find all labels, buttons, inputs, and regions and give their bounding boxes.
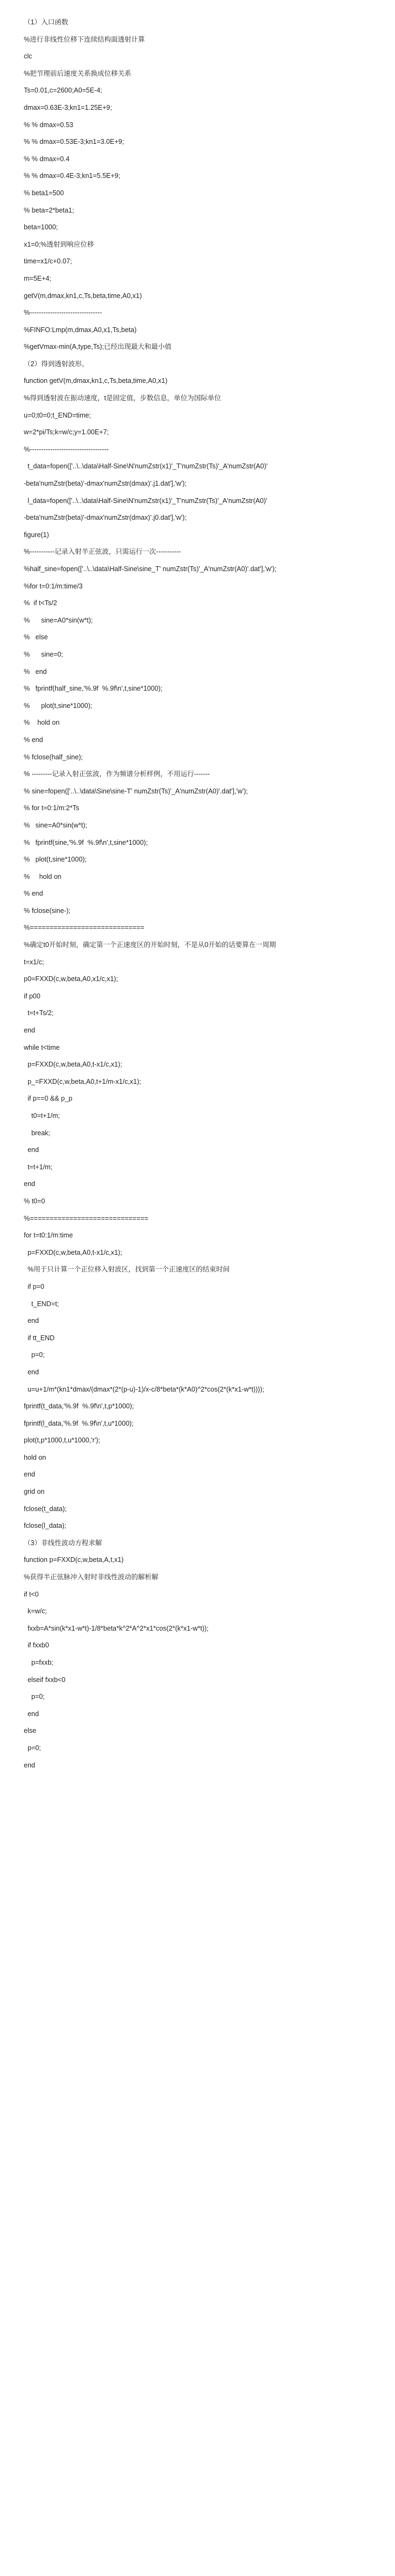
code-line: %getVmax-min(A,type,Ts);已经出现最大和最小值 — [24, 343, 172, 351]
code-line: % end — [24, 667, 47, 676]
code-line: % % dmax=0.4E-3;kn1=5.5E+9; — [24, 172, 121, 180]
code-line: Ts=0.01,c=2600;A0=5E-4; — [24, 87, 102, 95]
code-line: % % dmax=0.53E-3;kn1=3.0E+9; — [24, 138, 124, 146]
code-line: %============================== — [24, 1214, 149, 1222]
code-line: %for t=0:1/m:time/3 — [24, 582, 83, 590]
code-line: % plot(t,sine*1000); — [24, 701, 93, 710]
code-line: t0=t+1/m; — [24, 1112, 60, 1120]
code-line: end — [24, 1471, 35, 1479]
code-line: % fclose(sine-); — [24, 906, 71, 915]
code-line: （2）得到透射波形。 — [24, 360, 89, 368]
code-line: if p==0 && p_p — [24, 1095, 73, 1103]
code-line: m=5E+4; — [24, 274, 51, 282]
code-line: % sine=A0*sin(w*t); — [24, 821, 88, 829]
code-line: % for t=0:1/m:2*Ts — [24, 804, 80, 812]
code-line: if tt_END — [24, 1334, 55, 1342]
code-line: getV(m,dmax,kn1,c,Ts,beta,time,A0,x1) — [24, 292, 142, 300]
code-line: % % dmax=0.53 — [24, 121, 74, 129]
code-line: fprintf(l_data,'%.9f %.9f\n',t,u*1000); — [24, 1419, 134, 1427]
code-line: %用于只计算一个正位移入射波区，找到第一个正速度区的结束时间 — [24, 1266, 230, 1274]
code-line: %确定t0开始时刻，确定第一个正速度区的开始时刻，不是从0开始的话要算在一周期 — [24, 941, 276, 949]
code-line: % end — [24, 736, 43, 744]
code-line: k=w/c; — [24, 1607, 47, 1615]
code-line: p=0; — [24, 1744, 41, 1752]
code-line: figure(1) — [24, 531, 49, 539]
code-line: x1=0;%透射到响应位移 — [24, 240, 94, 248]
code-line: t_data=fopen(['..\..\data\Half-Sine\N'numZstr(x1)'_T'numZstr(Ts)'_A'numZstr(A0)' — [24, 462, 268, 471]
code-line: fclose(t_data); — [24, 1505, 67, 1513]
code-line: hold on — [24, 1453, 47, 1461]
code-line: l_data=fopen(['..\..\data\Half-Sine\N'numZstr(x1)'_T'numZstr(Ts)'_A'numZstr(A0)' — [24, 496, 267, 505]
code-line: p=FXXD(c,w,beta,A0,t-x1/c,x1); — [24, 1248, 122, 1256]
code-line: %获得半正弦脉冲入射时非线性波动的解析解 — [24, 1573, 159, 1581]
code-line: % if t<Ts/2 — [24, 599, 57, 607]
code-line: p0=FXXD(c,w,beta,A0,x1/c,x1); — [24, 975, 119, 983]
code-line: if p=0 — [24, 1282, 44, 1290]
code-line: %============================= — [24, 924, 144, 932]
code-line: if p00 — [24, 992, 41, 1000]
code-line: t=x1/c; — [24, 958, 44, 966]
code-line: u=u+1/m*(kn1*dmax/(dmax*(2*(p-u)-1)/x-c/8*beta*(k*A0)^2*cos(2*(k*x1-w*t)))); — [24, 1385, 265, 1393]
code-line: end — [24, 1368, 39, 1376]
code-line: clc — [24, 52, 32, 61]
code-line: %得到透射波在振动速度，t是固定值，步数信息，单位为国际单位 — [24, 394, 221, 402]
code-line: fprintf(t_data,'%.9f %.9f\n',t,p*1000); — [24, 1402, 134, 1410]
code-line: elseif fxxb<0 — [24, 1676, 65, 1684]
code-line: break; — [24, 1129, 50, 1137]
code-line: %FINFO:Lmp(m,dmax,A0,x1,Ts,beta) — [24, 326, 137, 334]
code-line: （3）非线性波动方程求解 — [24, 1539, 102, 1547]
code-line: fxxb=A*sin(k*x1-w*t)-1/8*beta*k^2*A^2*x1*cos(2*(k*x1-w*t)); — [24, 1624, 209, 1632]
code-line: beta=1000; — [24, 223, 58, 231]
code-line: % ---------记录入射正弦波，作为频谱分析样例，不用运行------- — [24, 770, 210, 778]
code-line: p=FXXD(c,w,beta,A0,t-x1/c,x1); — [24, 1061, 122, 1069]
code-line: % sine=0; — [24, 650, 63, 658]
code-line: if t<0 — [24, 1590, 39, 1598]
code-line: %把节理前后速度关系换成位移关系 — [24, 69, 131, 77]
code-line: time=x1/c+0.07; — [24, 257, 72, 266]
code-line: -beta'numZstr(beta)'-dmax'numZstr(dmax)'.j1.dat'],'w'); — [24, 480, 187, 488]
code-line: if fxxb0 — [24, 1641, 49, 1650]
code-line: p=0; — [24, 1693, 45, 1701]
code-line: %进行非线性位移下连续结构面透射计算 — [24, 35, 145, 43]
code-line: while t<time — [24, 1043, 60, 1051]
code-line: else — [24, 1727, 36, 1735]
code-line: end — [24, 1761, 35, 1769]
code-line: % fprintf(sine,'%.9f %.9f\n',t,sine*1000); — [24, 838, 148, 846]
code-line: function p=FXXD(c,w,beta,A,t,x1) — [24, 1556, 124, 1564]
code-line: % plot(t,sine*1000); — [24, 856, 87, 864]
code-line: -beta'numZstr(beta)'-dmax'numZstr(dmax)'.j0.dat'],'w'); — [24, 514, 187, 522]
code-line: % beta=2*beta1; — [24, 206, 74, 214]
code-line: % t0=0 — [24, 1197, 45, 1205]
code-line: end — [24, 1027, 35, 1035]
code-line: function getV(m,dmax,kn1,c,Ts,beta,time,A0,x1) — [24, 377, 168, 385]
code-line: end — [24, 1180, 35, 1188]
code-line: for t=t0:1/m:time — [24, 1231, 73, 1240]
code-line: % fclose(half_sine); — [24, 753, 83, 761]
code-line: plot(t,p*1000,t,u*1000,'r'); — [24, 1436, 100, 1445]
code-line: t=t+1/m; — [24, 1163, 52, 1171]
code-line: p_=FXXD(c,w,beta,A0,t+1/m-x1/c,x1); — [24, 1077, 141, 1085]
code-line: % sine=A0*sin(w*t); — [24, 616, 93, 624]
code-line: fclose(l_data); — [24, 1522, 67, 1530]
code-line: w=2*pi/Ts;k=w/c;y=1.00E+7; — [24, 428, 109, 436]
code-line: p=0; — [24, 1351, 45, 1359]
code-line: %-------------------------------- — [24, 309, 102, 317]
code-line: % % dmax=0.4 — [24, 155, 70, 163]
code-line: %----------------------------------- — [24, 445, 109, 453]
code-line: end — [24, 1317, 39, 1325]
code-line: % sine=fopen(['..\..\data\Sine\sine-T' numZstr(Ts)'_A'numZstr(A0)'.dat'],'w'); — [24, 787, 248, 795]
code-line: grid on — [24, 1488, 45, 1496]
code-line: end — [24, 1146, 39, 1154]
code-line: %half_sine=fopen(['..\..\data\Half-Sine\sine_T' numZstr(Ts)'_A'numZstr(A0)'.dat'],'w'); — [24, 565, 276, 573]
code-line: % hold on — [24, 872, 62, 880]
code-line: （1）入口函数 — [24, 18, 68, 26]
code-line: % hold on — [24, 719, 60, 727]
code-line: dmax=0.63E-3;kn1=1.25E+9; — [24, 103, 112, 111]
code-line: % end — [24, 890, 43, 898]
code-line: % beta1=500 — [24, 189, 64, 197]
code-line: t=t+Ts/2; — [24, 1009, 54, 1017]
code-line: %-----------记录入射半正弦波，只需运行一次----------- — [24, 548, 181, 556]
code-line: t_END=t; — [24, 1300, 59, 1308]
code-line: % fprintf(half_sine,'%.9f %.9f\n',t,sine*1000); — [24, 685, 163, 693]
code-line: p=fxxb; — [24, 1659, 54, 1666]
code-line: % else — [24, 633, 48, 641]
code-line: u=0;t0=0;t_END=time; — [24, 411, 91, 419]
code-line: end — [24, 1710, 39, 1718]
